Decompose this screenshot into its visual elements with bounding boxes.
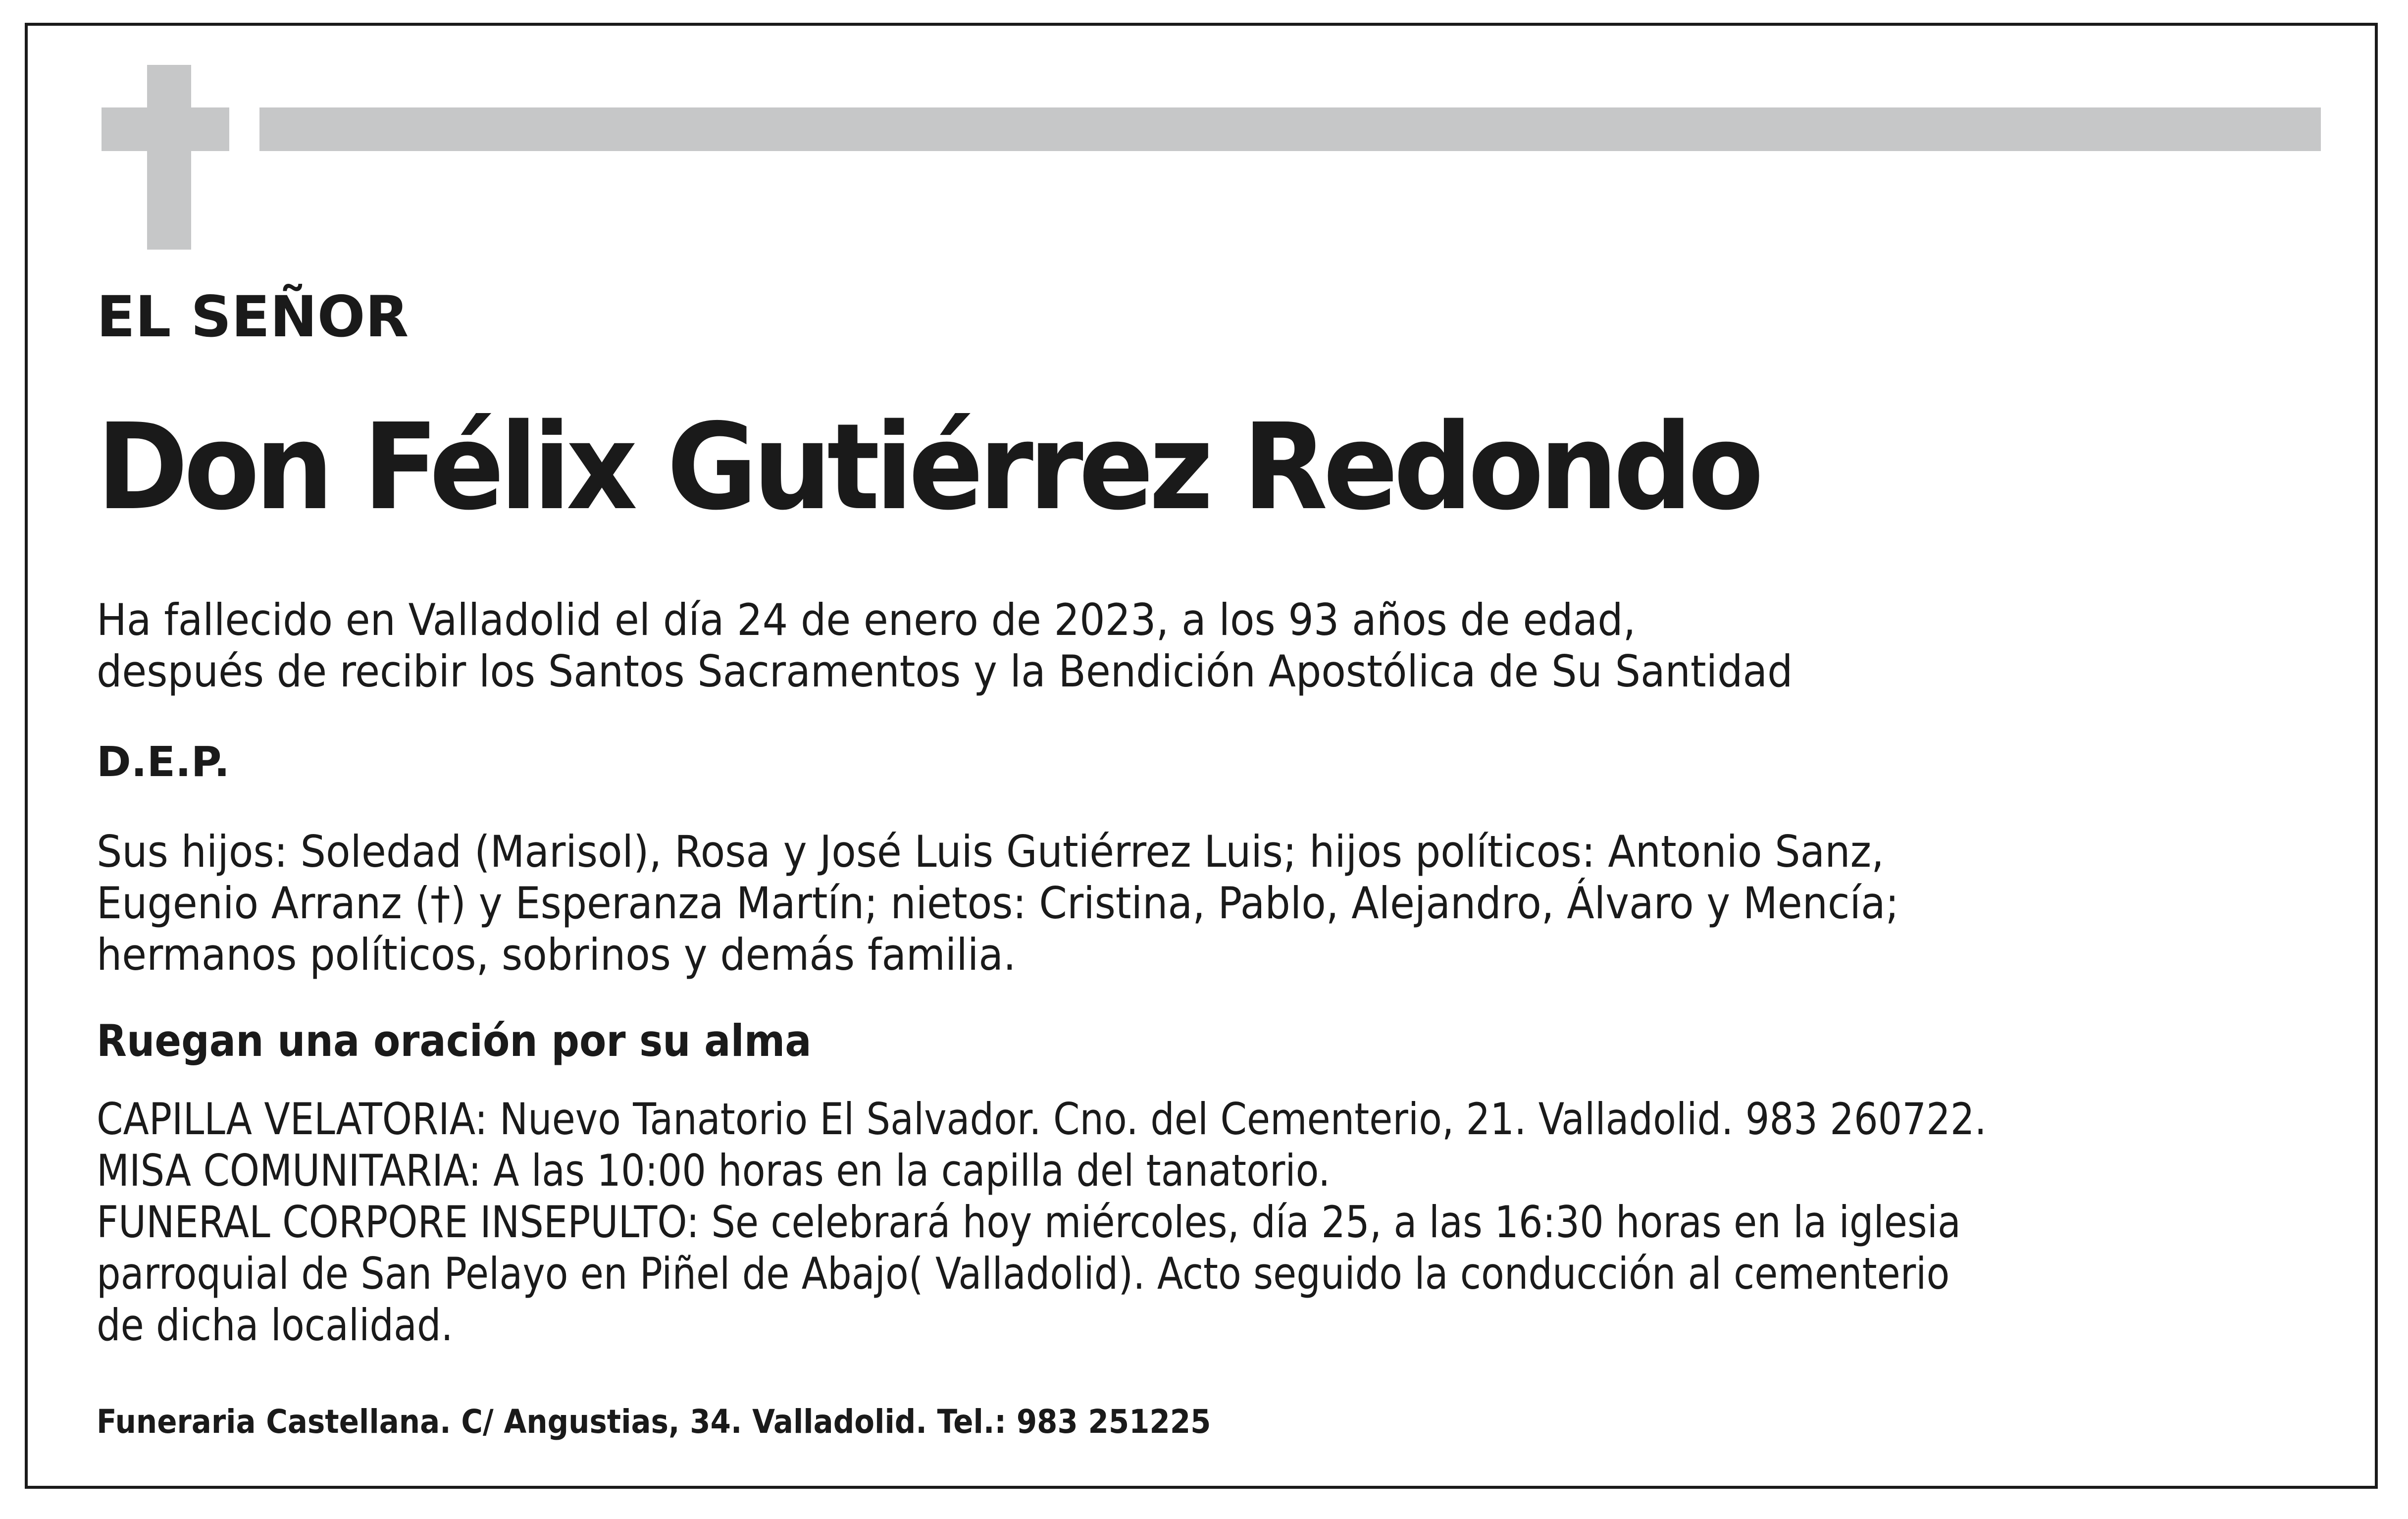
funeral-home-footer: Funeraria Castellana. C/ Angustias, 34. Valladolid. Tel.: 983 251225 xyxy=(97,1403,1211,1441)
prayer-request: Ruegan una oración por su alma xyxy=(97,1015,812,1066)
service-details xyxy=(97,1094,1987,1351)
family-line: Sus hijos: Soledad (Marisol), Rosa y José Luis Gutiérrez Luis; hijos políticos: Antonio Sanz, xyxy=(97,826,1884,877)
honorific: EL SEÑOR xyxy=(97,284,409,350)
header-rule xyxy=(259,107,2321,151)
family-line: Eugenio Arranz (†) y Esperanza Martín; nietos: Cristina, Pablo, Alejandro, Álvaro y Mencía; xyxy=(97,878,1899,929)
service-line-funeral-cont: parroquial de San Pelayo en Piñel de Abajo( Valladolid). Acto seguido la conducción al cementerio xyxy=(97,1248,1950,1299)
death-line: Ha fallecido en Valladolid el día 24 de enero de 2023, a los 93 años de edad, xyxy=(97,594,1636,645)
death-line: después de recibir los Santos Sacramentos y la Bendición Apostólica de Su Santidad xyxy=(97,646,1793,697)
service-line-mass: MISA COMUNITARIA: A las 10:00 horas en la capilla del tanatorio. xyxy=(97,1145,1331,1196)
cross-vertical-beam xyxy=(147,65,191,250)
family-line: hermanos políticos, sobrinos y demás familia. xyxy=(97,929,1016,980)
death-announcement xyxy=(97,594,1793,697)
service-line-wake: CAPILLA VELATORIA: Nuevo Tanatorio El Salvador. Cno. del Cementerio, 21. Valladolid. 983 260722. xyxy=(97,1094,1987,1145)
service-line-funeral-end: de dicha localidad. xyxy=(97,1300,453,1351)
cross-horizontal-beam xyxy=(102,107,229,151)
deceased-name: Don Félix Gutiérrez Redondo xyxy=(97,398,1759,536)
rip-abbreviation: D.E.P. xyxy=(97,737,230,786)
family-list xyxy=(97,826,1899,981)
service-line-funeral: FUNERAL CORPORE INSEPULTO: Se celebrará hoy miércoles, día 25, a las 16:30 horas en la iglesia xyxy=(97,1197,1961,1248)
